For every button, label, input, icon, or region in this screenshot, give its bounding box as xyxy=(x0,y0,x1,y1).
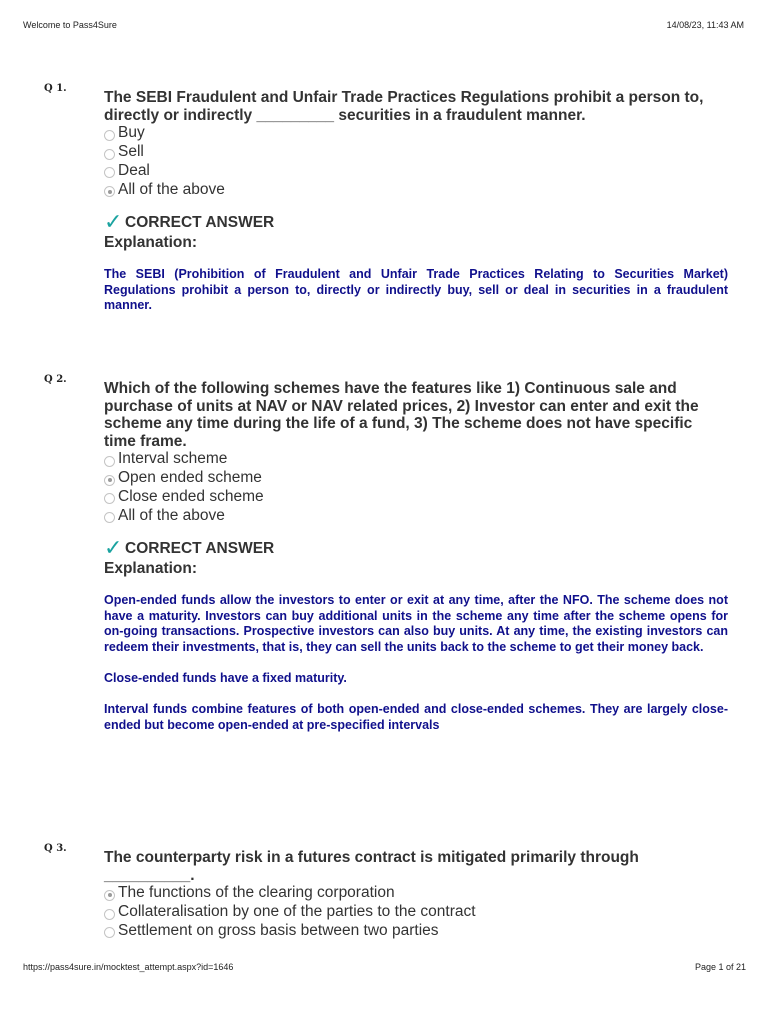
result-row xyxy=(104,208,728,234)
option-label: Interval scheme xyxy=(118,450,228,468)
header-title: Welcome to Pass4Sure xyxy=(23,20,117,30)
result-row xyxy=(104,534,728,560)
option[interactable] xyxy=(104,884,728,903)
option[interactable] xyxy=(104,469,728,488)
explanation-title: Explanation: xyxy=(104,234,198,252)
question-block-3 xyxy=(104,849,728,940)
radio-icon[interactable] xyxy=(104,927,115,938)
option[interactable] xyxy=(104,180,728,199)
option[interactable] xyxy=(104,162,728,181)
explanation-paragraph: Interval funds combine features of both open-ended and close-ended schemes. They are largely close-ended but become open-ended at pre-specified intervals xyxy=(104,702,728,732)
option-label: Close ended scheme xyxy=(118,487,264,505)
option[interactable] xyxy=(104,903,728,922)
option-label: Buy xyxy=(118,124,145,142)
question-number: Q 2. xyxy=(44,374,67,385)
radio-icon[interactable] xyxy=(104,186,115,197)
footer-url: https://pass4sure.in/mocktest_attempt.aspx?id=1646 xyxy=(23,962,234,972)
explanation-title: Explanation: xyxy=(104,560,198,578)
option-label: All of the above xyxy=(118,180,225,198)
radio-icon[interactable] xyxy=(104,149,115,160)
option[interactable] xyxy=(104,506,728,525)
checkmark-icon: ✓ xyxy=(104,534,123,560)
radio-icon[interactable] xyxy=(104,512,115,523)
option-label: Open ended scheme xyxy=(118,469,262,487)
option-label: Deal xyxy=(118,161,150,179)
option-label: Sell xyxy=(118,143,144,161)
option[interactable] xyxy=(104,124,728,143)
radio-icon[interactable] xyxy=(104,890,115,901)
explanation-paragraph: The SEBI (Prohibition of Fraudulent and Unfair Trade Practices Relating to Securities Market) Regulations prohibit a person to, directly or indirectly buy, sell or deal in securities in a fraudulent manner. xyxy=(104,267,728,313)
question-text: Which of the following schemes have the features like 1) Continuous sale and purchase of units at NAV or NAV related prices, 2) Investor can enter and exit the scheme any time during the life of a fund, 3) The scheme does not have specific time frame. xyxy=(104,380,699,450)
explanation xyxy=(104,593,728,733)
checkmark-icon: ✓ xyxy=(104,208,123,234)
radio-icon[interactable] xyxy=(104,167,115,178)
question-block-2 xyxy=(104,380,728,749)
option-label: Collateralisation by one of the parties to the contract xyxy=(118,903,476,921)
question-text: The counterparty risk in a futures contract is mitigated primarily through __________. xyxy=(104,849,639,884)
header-datetime: 14/08/23, 11:43 AM xyxy=(666,20,744,30)
radio-icon[interactable] xyxy=(104,475,115,486)
option[interactable] xyxy=(104,143,728,162)
option-label: Settlement on gross basis between two parties xyxy=(118,921,439,939)
explanation xyxy=(104,267,728,314)
question-number: Q 1. xyxy=(44,83,67,94)
option[interactable] xyxy=(104,450,728,469)
radio-icon[interactable] xyxy=(104,493,115,504)
option[interactable] xyxy=(104,488,728,507)
options-list xyxy=(104,450,728,525)
question-number: Q 3. xyxy=(44,843,67,854)
question-text: The SEBI Fraudulent and Unfair Trade Practices Regulations prohibit a person to, directly or indirectly _________ securities in a fraudulent manner. xyxy=(104,89,704,124)
page-number: Page 1 of 21 xyxy=(694,962,746,972)
result-label: CORRECT ANSWER xyxy=(125,214,275,232)
result-label: CORRECT ANSWER xyxy=(125,540,275,558)
options-list xyxy=(104,124,728,199)
explanation-paragraph: Open-ended funds allow the investors to enter or exit at any time, after the NFO. The scheme does not have a maturity. Investors can buy additional units in the scheme any time after the scheme opens for on-going transactions. Prospective investors can also buy units. At any time, the existing investors can redeem their investments, that is, they can sell the units back to the scheme to get their money back. xyxy=(104,593,728,654)
radio-icon[interactable] xyxy=(104,130,115,141)
option-label: The functions of the clearing corporation xyxy=(118,884,395,902)
explanation-paragraph: Close-ended funds have a fixed maturity. xyxy=(104,671,347,686)
question-block-1 xyxy=(104,89,728,329)
radio-icon[interactable] xyxy=(104,909,115,920)
option[interactable] xyxy=(104,922,728,941)
options-list xyxy=(104,884,728,940)
option-label: All of the above xyxy=(118,506,225,524)
radio-icon[interactable] xyxy=(104,456,115,467)
